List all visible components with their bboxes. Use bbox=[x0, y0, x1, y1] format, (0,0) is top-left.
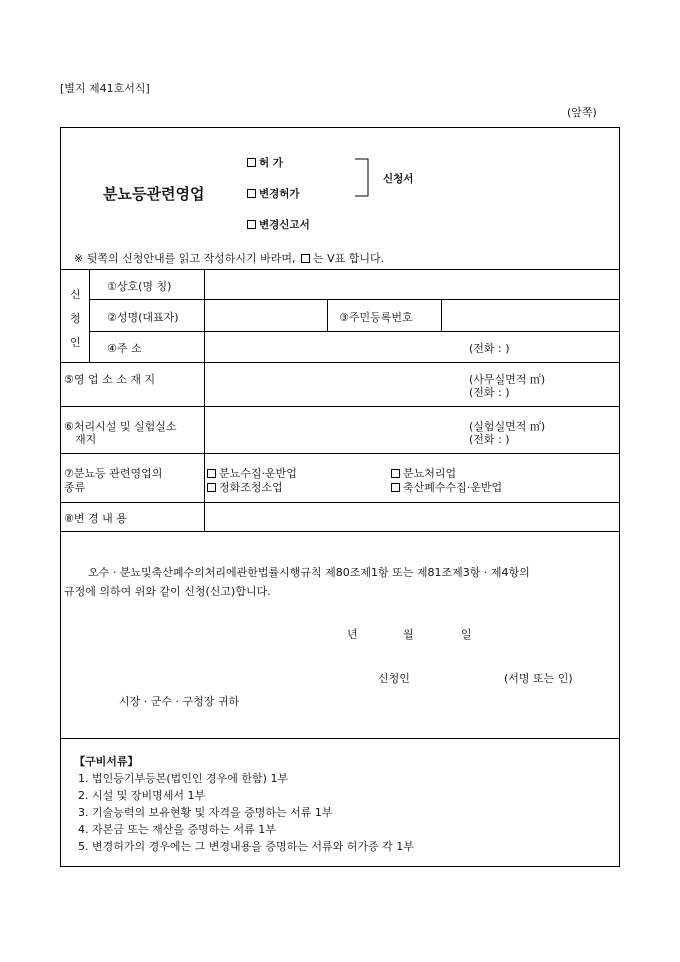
declaration-line1: 오수 · 분뇨및축산폐수의처리에관한법률시행규칙 제80조제1항 또는 제81조제3항 · 제4항의 bbox=[88, 566, 530, 579]
change-field[interactable] bbox=[206, 504, 616, 529]
document-item: 3. 기술능력의 보유현황 및 자격을 증명하는 서류 1부 bbox=[78, 806, 333, 819]
checkbox-icon[interactable] bbox=[207, 469, 216, 478]
document-item: 1. 법인등기부등본(법인인 경우에 한함) 1부 bbox=[78, 772, 289, 785]
rep-name-field[interactable] bbox=[206, 301, 325, 329]
facility-phone: (전화 : ) bbox=[469, 433, 510, 446]
notice: ※ 뒷쪽의 신청안내를 읽고 작성하시기 바라며, 는 V표 합니다. bbox=[74, 252, 385, 265]
date-day: 일 bbox=[461, 628, 472, 641]
business-option[interactable]: 정화조청소업 bbox=[207, 479, 283, 495]
business-option[interactable]: 분뇨처리업 bbox=[391, 465, 456, 481]
change-label: ⑧변 경 내 용 bbox=[64, 512, 127, 525]
address-label: ④주 소 bbox=[107, 342, 142, 355]
business-option[interactable]: 축산폐수수집·운반업 bbox=[391, 479, 502, 495]
trade-name-field[interactable] bbox=[206, 271, 616, 298]
address-phone: (전화 : ) bbox=[469, 342, 510, 355]
documents-title: 【구비서류】 bbox=[74, 755, 139, 768]
checkbox-permit[interactable] bbox=[247, 158, 256, 167]
form-title-suffix: 신청서 bbox=[383, 173, 414, 185]
signature-field: (서명 또는 인) bbox=[504, 672, 573, 685]
option-permit: 허 가 bbox=[247, 155, 283, 170]
checkbox-change-report[interactable] bbox=[247, 220, 256, 229]
trade-name-label: ①상호(명 칭) bbox=[107, 280, 172, 293]
date-year: 년 bbox=[347, 628, 358, 641]
checkbox-sample-icon bbox=[301, 254, 310, 263]
facility-label: ⑥처리시설 및 실험실소 bbox=[64, 420, 177, 433]
option-change-report: 변경신고서 bbox=[247, 217, 310, 232]
resident-no-field[interactable] bbox=[443, 301, 617, 329]
checkbox-icon[interactable] bbox=[207, 483, 216, 492]
office-phone: (전화 : ) bbox=[469, 386, 510, 399]
date-month: 월 bbox=[403, 628, 414, 641]
option-change-permit: 변경허가 bbox=[247, 186, 300, 201]
facility-area: (실험실면적 ㎡) bbox=[469, 420, 546, 433]
form-number: [별지 제41호서식] bbox=[60, 82, 150, 95]
declaration-line2: 규정에 의하여 위와 같이 신청(신고)합니다. bbox=[64, 585, 271, 598]
bracket-icon bbox=[354, 158, 378, 198]
business-type-label: ⑦분뇨등 관련영업의 bbox=[64, 467, 163, 480]
page-side-label: (앞쪽) bbox=[567, 106, 597, 119]
applicant-side-char: 청 bbox=[70, 312, 81, 325]
office-area: (사무실면적 ㎡) bbox=[469, 373, 546, 386]
recipient: 시장 · 군수 · 구청장 귀하 bbox=[119, 695, 240, 708]
checkbox-change-permit[interactable] bbox=[247, 189, 256, 198]
business-type-label-cont: 종류 bbox=[64, 481, 86, 494]
document-item: 4. 자본금 또는 재산을 증명하는 서류 1부 bbox=[78, 823, 276, 836]
checkbox-icon[interactable] bbox=[391, 469, 400, 478]
office-label: ⑤영 업 소 소 재 지 bbox=[64, 373, 156, 386]
rep-name-label: ②성명(대표자) bbox=[107, 311, 179, 324]
applicant-side-char: 신 bbox=[70, 288, 81, 301]
business-option[interactable]: 분뇨수집·운반업 bbox=[207, 465, 297, 481]
applicant-sign-label: 신청인 bbox=[378, 672, 410, 685]
document-item: 2. 시설 및 장비명세서 1부 bbox=[78, 789, 206, 802]
form-title-main: 분뇨등관련영업 bbox=[103, 185, 205, 203]
checkbox-icon[interactable] bbox=[391, 483, 400, 492]
applicant-side-char: 인 bbox=[70, 336, 81, 349]
application-form bbox=[60, 127, 620, 867]
facility-label-cont: 재지 bbox=[75, 433, 97, 446]
resident-no-label: ③주민등록번호 bbox=[339, 311, 413, 324]
document-item: 5. 변경허가의 경우에는 그 변경내용을 증명하는 서류와 허가증 각 1부 bbox=[78, 840, 414, 853]
